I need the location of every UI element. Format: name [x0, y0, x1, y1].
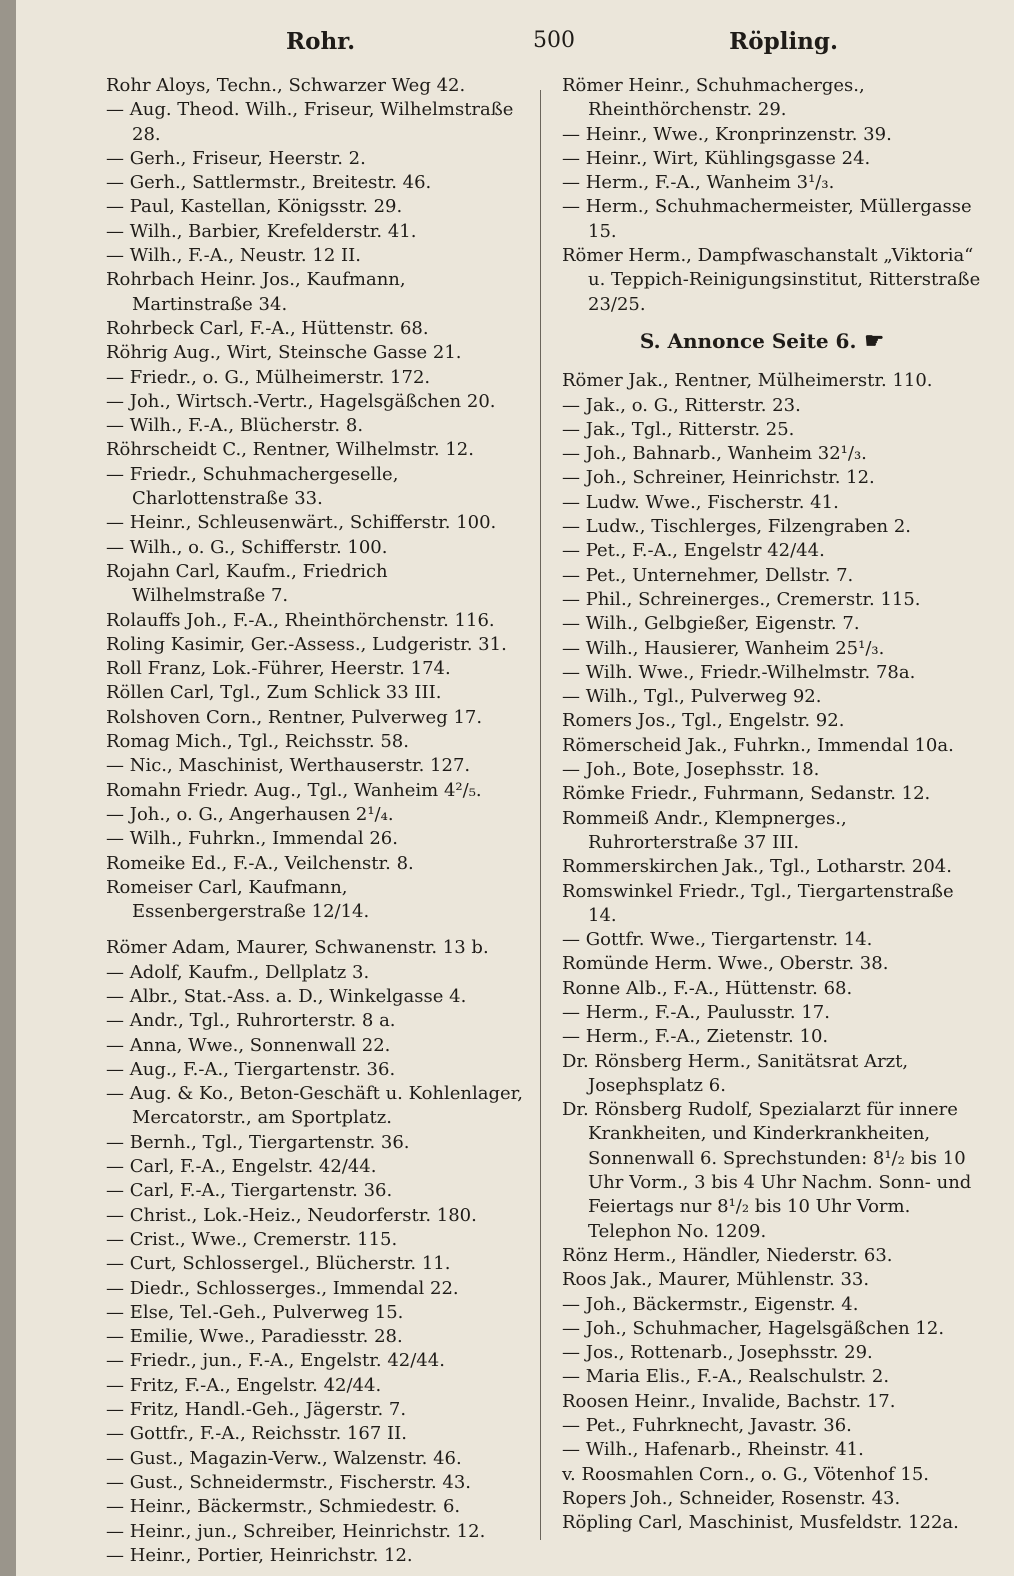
directory-entry: — Curt, Schlossergel., Blücherstr. 11.: [106, 1253, 451, 1275]
pointing-hand-icon: ☛: [864, 327, 885, 354]
directory-entry: Römer Adam, Maurer, Schwanenstr. 13 b.: [106, 937, 489, 959]
directory-entry: Ronne Alb., F.-A., Hüttenstr. 68.: [562, 977, 853, 999]
directory-entry: — Gust., Magazin-Verw., Walzenstr. 46.: [106, 1447, 462, 1469]
directory-entry: Römer Heinr., Schuhmacherges., Rheinthörchenstr. 29.: [562, 75, 865, 121]
directory-entry: — Diedr., Schlosserges., Immendal 22.: [106, 1277, 459, 1299]
directory-entry: — Wilh., Hafenarb., Rheinstr. 41.: [562, 1439, 864, 1461]
directory-entry: — Nic., Maschinist, Werthauserstr. 127.: [106, 755, 471, 777]
directory-entry: Rolshoven Corn., Rentner, Pulverweg 17.: [106, 706, 483, 728]
directory-entry: — Friedr., Schuhmachergeselle, Charlottenstraße 33.: [106, 463, 399, 510]
annonce-note: [562, 329, 982, 353]
directory-entry: — Pet., Unternehmer, Dellstr. 7.: [562, 564, 854, 586]
directory-entry: — Paul, Kastellan, Königsstr. 29.: [106, 196, 403, 218]
directory-entry: — Fritz, F.-A., Engelstr. 42/44.: [106, 1374, 382, 1396]
directory-entry: Rönz Herm., Händler, Niederstr. 63.: [562, 1244, 893, 1266]
right-column: [562, 74, 982, 1536]
directory-entry: — Jak., o. G., Ritterstr. 23.: [562, 394, 801, 416]
directory-entry: — Phil., Schreinerges., Cremerstr. 115.: [562, 588, 921, 610]
directory-entry: — Herm., Schuhmachermeister, Müllergasse 15.: [562, 196, 972, 242]
directory-entry: — Friedr., jun., F.-A., Engelstr. 42/44.: [106, 1350, 445, 1372]
directory-entry: — Carl, F.-A., Engelstr. 42/44.: [106, 1156, 377, 1178]
directory-entry: Romswinkel Friedr., Tgl., Tiergartenstraße 14.: [562, 880, 954, 926]
directory-entry: — Herm., F.-A., Zietenstr. 10.: [562, 1026, 829, 1048]
directory-entry: Roling Kasimir, Ger.-Assess., Ludgeristr. 31.: [106, 633, 507, 655]
directory-entry: — Andr., Tgl., Ruhrorterstr. 8 a.: [106, 1010, 396, 1032]
directory-entry: — Wilh., F.-A., Blücherstr. 8.: [106, 415, 364, 437]
directory-entry: Dr. Rönsberg Rudolf, Spezialarzt für innere Krankheiten, und Kinderkrankheiten, Sonnenwall 6. Sprechstunden: 8¹/₂ bis 10 Uhr Vorm., 3 bis 4 Uhr Nachm. Sonn- und Feiertags nur 8¹/₂ bis 10 Uhr Vorm. Telephon No. 1209.: [562, 1099, 972, 1242]
directory-entry: Romünde Herm. Wwe., Oberstr. 38.: [562, 953, 889, 975]
left-column: [106, 74, 526, 1568]
directory-entry: — Ludw., Tischlerges, Filzengraben 2.: [562, 516, 912, 538]
directory-entry: — Heinr., Portier, Heinrichstr. 12.: [106, 1544, 413, 1566]
directory-entry: — Aug. & Ko., Beton-Geschäft u. Kohlenlager, Mercatorstr., am Sportplatz.: [106, 1083, 524, 1129]
directory-entry: Rohr Aloys, Techn., Schwarzer Weg 42.: [106, 75, 466, 96]
header-left-keyword: Rohr.: [286, 28, 356, 55]
directory-entry: — Wilh., o. G., Schifferstr. 100.: [106, 536, 388, 558]
header-right-keyword: Röpling.: [729, 28, 838, 55]
directory-entry: — Heinr., Wirt, Kühlingsgasse 24.: [562, 147, 871, 169]
directory-entry: Ropers Joh., Schneider, Rosenstr. 43.: [562, 1487, 901, 1509]
directory-entry: — Heinr., jun., Schreiber, Heinrichstr. 12.: [106, 1520, 486, 1542]
directory-entry: — Wilh., F.-A., Neustr. 12 II.: [106, 245, 361, 267]
directory-entry: Rommeiß Andr., Klempnerges., Ruhrorterstraße 37 III.: [562, 807, 847, 853]
directory-entry: — Heinr., Schleusenwärt., Schifferstr. 100.: [106, 512, 497, 534]
directory-entry: Rojahn Carl, Kaufm., Friedrich Wilhelmstraße 7.: [106, 560, 388, 607]
directory-entry: — Joh., Schreiner, Heinrichstr. 12.: [562, 467, 875, 489]
directory-entry: — Else, Tel.-Geh., Pulverweg 15.: [106, 1301, 404, 1323]
directory-entry: — Gust., Schneidermstr., Fischerstr. 43.: [106, 1471, 472, 1493]
directory-entry: Roos Jak., Maurer, Mühlenstr. 33.: [562, 1269, 870, 1291]
directory-entry: — Crist., Wwe., Cremerstr. 115.: [106, 1228, 398, 1250]
directory-entry: — Albr., Stat.-Ass. a. D., Winkelgasse 4.: [106, 985, 467, 1007]
directory-entry: — Aug., F.-A., Tiergartenstr. 36.: [106, 1058, 396, 1080]
directory-entry: — Heinr., Wwe., Kronprinzenstr. 39.: [562, 123, 892, 145]
directory-entry: — Joh., Schuhmacher, Hagelsgäßchen 12.: [562, 1317, 945, 1339]
directory-entry: Roosen Heinr., Invalide, Bachstr. 17.: [562, 1390, 896, 1412]
directory-entry: — Pet., F.-A., Engelstr 42/44.: [562, 540, 825, 562]
right-column-bottom: [562, 369, 982, 1535]
directory-entry: Romeiser Carl, Kaufmann, Essenbergerstraße 12/14.: [106, 876, 370, 923]
directory-entry: — Joh., Bahnarb., Wanheim 32¹/₃.: [562, 443, 867, 465]
directory-entry: — Christ., Lok.-Heiz., Neudorferstr. 180.: [106, 1204, 477, 1226]
directory-entry: Rohrbach Heinr. Jos., Kaufmann, Martinstraße 34.: [106, 269, 406, 315]
directory-entry: — Jak., Tgl., Ritterstr. 25.: [562, 418, 795, 440]
directory-entry: — Joh., Bäckermstr., Eigenstr. 4.: [562, 1293, 859, 1315]
directory-entry: — Jos., Rottenarb., Josephsstr. 29.: [562, 1342, 873, 1364]
directory-entry: — Wilh., Gelbgießer, Eigenstr. 7.: [562, 613, 860, 635]
directory-entry: — Joh., Wirtsch.-Vertr., Hagelsgäßchen 20.: [106, 390, 496, 412]
directory-entry: — Wilh. Wwe., Friedr.-Wilhelmstr. 78a.: [562, 661, 916, 683]
column-divider: [540, 90, 541, 1540]
directory-entry: — Friedr., o. G., Mülheimerstr. 172.: [106, 366, 431, 388]
directory-entry: — Wilh., Fuhrkn., Immendal 26.: [106, 828, 398, 850]
directory-entry: — Fritz, Handl.-Geh., Jägerstr. 7.: [106, 1399, 407, 1421]
directory-entry: Romahn Friedr. Aug., Tgl., Wanheim 4²/₅.: [106, 779, 482, 801]
directory-entry: Rommerskirchen Jak., Tgl., Lotharstr. 204.: [562, 856, 952, 878]
directory-entry: — Emilie, Wwe., Paradiesstr. 28.: [106, 1326, 403, 1348]
directory-entry: — Anna, Wwe., Sonnenwall 22.: [106, 1034, 391, 1056]
directory-entry: — Pet., Fuhrknecht, Javastr. 36.: [562, 1415, 852, 1437]
directory-entry: — Joh., Bote, Josephsstr. 18.: [562, 759, 820, 781]
directory-entry: — Gottfr., F.-A., Reichsstr. 167 II.: [106, 1423, 407, 1445]
directory-entry: — Gerh., Sattlermstr., Breitestr. 46.: [106, 172, 432, 194]
directory-entry: — Joh., o. G., Angerhausen 2¹/₄.: [106, 803, 394, 825]
directory-entry: Romeike Ed., F.-A., Veilchenstr. 8.: [106, 852, 414, 874]
directory-entry: Römke Friedr., Fuhrmann, Sedanstr. 12.: [562, 783, 931, 805]
directory-entry: Römer Herm., Dampfwaschanstalt „Viktoria“ u. Teppich-Reinigungsinstitut, Ritterstraße 23/25.: [562, 245, 981, 315]
directory-entry: — Heinr., Bäckermstr., Schmiedestr. 6.: [106, 1496, 461, 1518]
page-edge-shadow: [0, 0, 16, 1576]
directory-entry: Römer Jak., Rentner, Mülheimerstr. 110.: [562, 370, 933, 392]
directory-entry: — Wilh., Tgl., Pulverweg 92.: [562, 686, 822, 708]
directory-entry: Romers Jos., Tgl., Engelstr. 92.: [562, 710, 845, 732]
directory-entry: — Aug. Theod. Wilh., Friseur, Wilhelmstraße 28.: [106, 99, 514, 145]
page-header: [108, 28, 978, 64]
directory-entry: — Wilh., Barbier, Krefelderstr. 41.: [106, 220, 417, 242]
directory-entry: — Wilh., Hausierer, Wanheim 25¹/₃.: [562, 637, 885, 659]
directory-entry: — Bernh., Tgl., Tiergartenstr. 36.: [106, 1131, 410, 1153]
directory-entry: v. Roosmahlen Corn., o. G., Vötenhof 15.: [562, 1463, 929, 1485]
directory-entry: — Ludw. Wwe., Fischerstr. 41.: [562, 491, 839, 513]
directory-entry: Röhrig Aug., Wirt, Steinsche Gasse 21.: [106, 342, 462, 364]
directory-entry: Römerscheid Jak., Fuhrkn., Immendal 10a.: [562, 734, 954, 756]
directory-entry: — Maria Elis., F.-A., Realschulstr. 2.: [562, 1366, 890, 1388]
directory-entry: Rolauffs Joh., F.-A., Rheinthörchenstr. 116.: [106, 609, 495, 631]
directory-entry: Röpling Carl, Maschinist, Musfeldstr. 122a.: [562, 1512, 959, 1534]
directory-entry: — Gerh., Friseur, Heerstr. 2.: [106, 147, 366, 169]
directory-entry: Röhrscheidt C., Rentner, Wilhelmstr. 12.: [106, 439, 474, 461]
annonce-text: S. Annonce Seite 6.: [639, 328, 857, 353]
directory-entry: — Herm., F.-A., Wanheim 3¹/₃.: [562, 172, 835, 194]
directory-entry: — Gottfr. Wwe., Tiergartenstr. 14.: [562, 929, 873, 951]
page-number: 500: [533, 28, 575, 53]
directory-entry: Romag Mich., Tgl., Reichsstr. 58.: [106, 731, 409, 753]
directory-entry: — Carl, F.-A., Tiergartenstr. 36.: [106, 1180, 393, 1202]
directory-entry: Dr. Rönsberg Herm., Sanitätsrat Arzt, Josephsplatz 6.: [562, 1050, 909, 1096]
directory-entry: — Adolf, Kaufm., Dellplatz 3.: [106, 961, 370, 983]
directory-entry: — Herm., F.-A., Paulusstr. 17.: [562, 1001, 830, 1023]
right-column-top: [562, 74, 982, 317]
directory-entry: Röllen Carl, Tgl., Zum Schlick 33 III.: [106, 682, 442, 704]
directory-entry: Roll Franz, Lok.-Führer, Heerstr. 174.: [106, 658, 451, 680]
directory-entry: Rohrbeck Carl, F.-A., Hüttenstr. 68.: [106, 317, 429, 339]
